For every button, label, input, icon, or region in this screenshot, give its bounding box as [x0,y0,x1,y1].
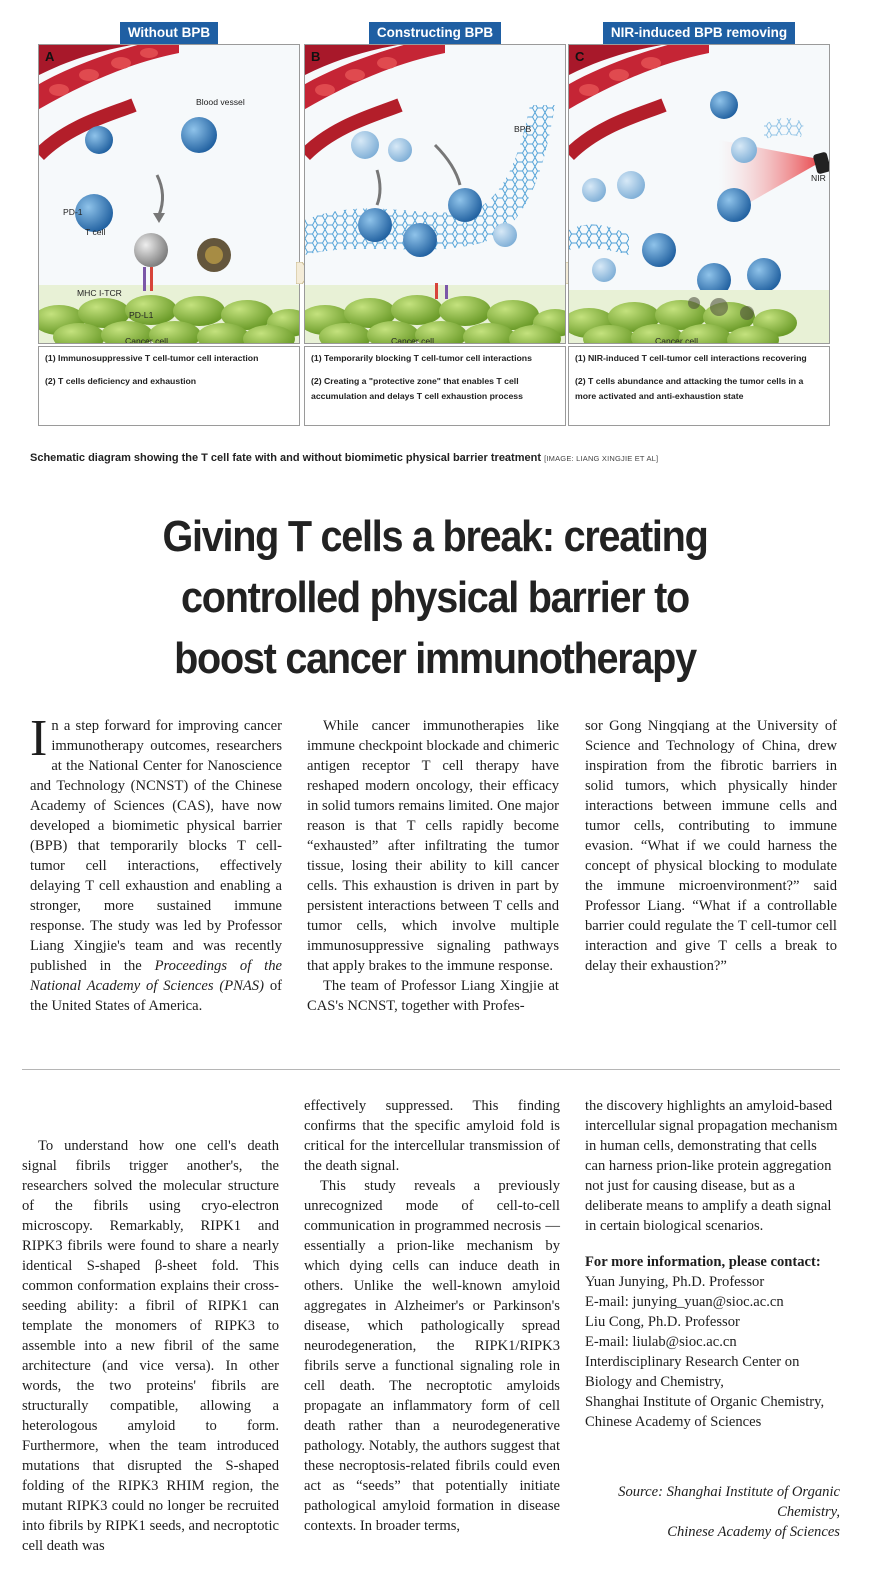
t-cell-label: T cell [85,227,106,237]
panel-a-caption-1: (1) Immunosuppressive T cell-tumor cell interaction [45,353,259,363]
panel-c-caption-1: (1) NIR-induced T cell-tumor cell interactions recovering [575,353,807,363]
pd-l1-label: PD-L1 [129,310,154,320]
figure-caption-text: Schematic diagram showing the T cell fate with and without biomimetic physical barrier treatment [30,452,541,464]
panel-c-illustration [568,44,830,344]
source-line-2: Chinese Academy of Sciences [667,1524,840,1540]
panel-a-captions [38,346,300,426]
panel-b [304,22,566,426]
panel-a-letter: A [45,49,55,64]
headline-line-2: controlled physical barrier to [181,573,689,622]
article-paragraph-3a: The team of Professor Liang Xingjie at CAS's NCNST, together with Profes- [307,978,559,1014]
headline [80,506,791,689]
panel-a-drawing [39,45,300,344]
schematic-figure [38,22,832,426]
panel-b-illustration [304,44,566,344]
panel-c-captions [568,346,830,426]
journal-name: Proceedings of the National Academy of Sciences (PNAS) [30,958,282,994]
source-credit [585,1482,840,1542]
contact-line: Liu Cong, Ph.D. Professor [585,1314,740,1330]
contact-email[interactable]: E-mail: liulab@sioc.ac.cn [585,1334,737,1350]
nir-label: NIR [811,173,826,183]
panel-a-illustration [38,44,300,344]
article2-column-3 [585,1096,840,1432]
panel-b-drawing [305,45,566,344]
figure-caption [30,452,658,464]
article-column-2 [307,716,559,1016]
cancer-cell-label-c: Cancer cell [655,336,698,344]
panel-c-caption-2: (2) T cells abundance and attacking the tumor cells in a more activated and anti-exhaustion state [575,376,804,401]
contact-line: Interdisciplinary Research Center on Biology and Chemistry, [585,1354,800,1390]
panel-b-captions [304,346,566,426]
article-paragraph-3b: sor Gong Ningqiang at the University of Science and Technology of China, drew inspiration from the fibrotic barriers in solid tumors, which physically hinder interactions between immune cells and tumor cells, contributing to immune evasion. “What if we could harness the concept of physical blocking to modulate the immune microenvironment?” said Professor Liang. “What if a controllable barrier could regulate the T cell-tumor cell interaction and give T cells a break to delay their exhaustion?” [585,718,837,974]
headline-line-1: Giving T cells a break: creating [162,512,708,561]
bpb-label: BPB [514,124,532,134]
panel-b-tab: Constructing BPB [304,22,566,44]
cancer-cell-label-a: Cancer cell [125,336,168,344]
article-paragraph-1: In a step forward for improving cancer immunotherapy outcomes, researchers at the National Center for Nanoscience and Technology (NCNST) of the Chinese Academy of Sciences (CAS), have now developed a biomimetic physical barrier (BPB) that temporarily blocks T cell-tumor cell interactions, effectively delaying T cell exhaustion and enabling a stronger, more sustained immune response. The study was led by Professor Liang Xingjie's team and was recently published in the Proceedings of the National Academy of Sciences (PNAS) of the United States of America. [30,710,282,1014]
article-paragraph-2: While cancer immunotherapies like immune checkpoint blockade and chimeric antigen receptor T cell therapy have reshaped modern oncology, their efficacy in solid tumors remains limited. One major reason is that T cells rapidly become “exhausted” after infiltrating the tumor tissue, losing their ability to kill cancer cells. This exhaustion is driven in part by persistent interactions between T cells and tumor cells, which involve multiple immunosuppressive signaling pathways that apply brakes to the immune response. [307,718,559,974]
cancer-cell-label-b: Cancer cell [391,336,434,344]
panel-c-letter: C [575,49,585,64]
figure-credit: [IMAGE: LIANG XINGJIE ET AL] [544,454,659,463]
article2-paragraph-1: To understand how one cell's death signal fibrils trigger another's, the researchers solved the molecular structure of the fibrils using cryo-electron microscopy. Remarkably, RIPK1 and RIPK3 fibrils were found to share a nearly identical S-shaped β-sheet fold. This common conformation explains their cross-seeding ability: a fibril of RIPK1 can template the monomers of RIPK3 to assemble into a new fibril of the same architecture (and vice versa). In other words, the two proteins' fibrils are structurally compatible, allowing a heterologous amyloid to form. Furthermore, when the team introduced mutations that disrupted the S-shaped folding of the RIPK3 RHIM region, the mutant RIPK3 could no longer be recruited into fibrils by RIPK1 seeds, and necroptotic cell death was [22,1138,279,1554]
article2-column-2 [304,1096,560,1536]
section-divider [22,1069,840,1070]
article2-paragraph-2b: This study reveals a previously unrecognized mode of cell-to-cell communication in programmed necrosis — essentially a prion-like mechanism by which dying cells can induce death in others. Unlike the well-known amyloid aggregates in Alzheimer's or Parkinson's disease, which pathologically spread neurodegeneration, the RIPK1/RIPK3 fibrils serve a functional signaling role in cell death. The necroptotic amyloids propagate an inflammatory form of cell death rather than a neurodegenerative pathology. Notably, the authors suggest that these necroptosis-related fibrils could even act as “seeds” that potentially initiate pathological amyloid formation in disease contexts. In broader terms, [304,1178,560,1534]
panel-b-caption-1: (1) Temporarily blocking T cell-tumor cell interactions [311,353,532,363]
panel-b-letter: B [311,49,321,64]
article-column-3 [585,716,837,976]
source-line-1: Source: Shanghai Institute of Organic Chemistry, [618,1484,840,1520]
headline-line-3: boost cancer immunotherapy [174,634,696,683]
contact-title: For more information, please contact: [585,1254,821,1270]
contact-line: Shanghai Institute of Organic Chemistry, Chinese Academy of Sciences [585,1394,825,1430]
pd1-label: PD-1 [63,207,83,217]
panel-b-caption-2: (2) Creating a "protective zone" that enables T cell accumulation and delays T cell exhaustion process [311,376,523,401]
article-column-1 [30,710,282,1016]
panel-c [568,22,830,426]
panel-a-tab: Without BPB [38,22,300,44]
panel-c-drawing [569,45,830,344]
article2-paragraph-2a: effectively suppressed. This finding confirms that the specific amyloid fold is critical for the intercellular transmission of the death signal. [304,1098,560,1174]
panel-a-caption-2: (2) T cells deficiency and exhaustion [45,376,197,386]
mhc-tcr-label: MHC I-TCR [77,288,122,298]
panel-a [38,22,300,426]
panel-c-tab: NIR-induced BPB removing [568,22,830,44]
blood-vessel-label: Blood vessel [196,97,245,107]
contact-line: Yuan Junying, Ph.D. Professor [585,1274,765,1290]
article2-column-1 [22,1136,279,1556]
contact-email[interactable]: E-mail: junying_yuan@sioc.ac.cn [585,1294,784,1310]
drop-cap: I [30,710,48,767]
article2-paragraph-3: the discovery highlights an amyloid-based intercellular signal propagation mechanism in human cells, demonstrating that cells can harness prion-like protein aggregation not just for causing disease, but as a deliberate means to amplify a death signal in certain biological scenarios. [585,1098,838,1234]
